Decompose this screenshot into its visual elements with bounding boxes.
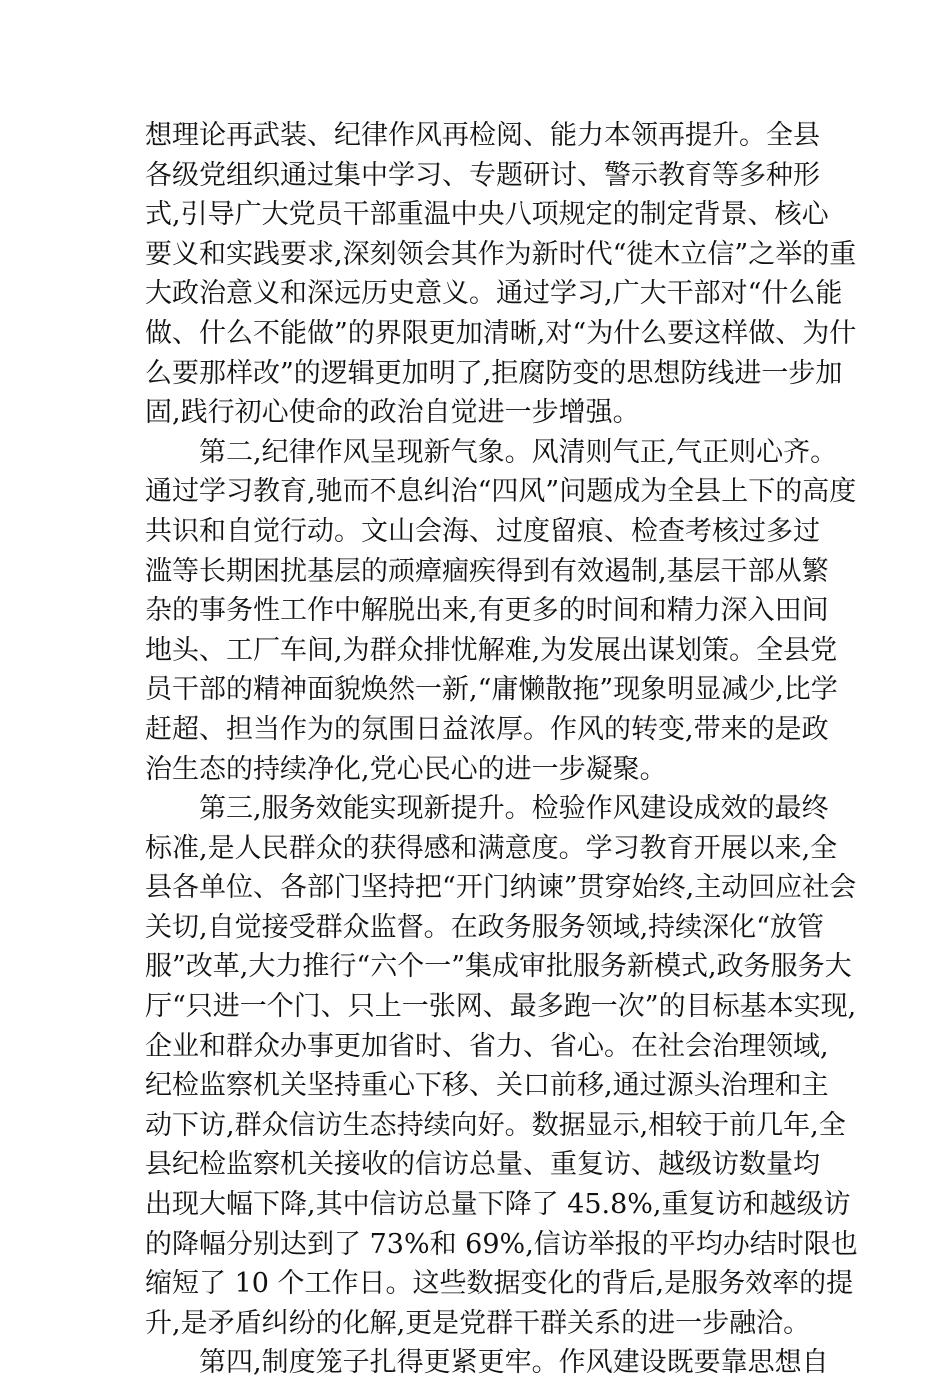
text-line: 地头、工厂车间,为群众排忧解难,为发展出谋划策。全县党 — [145, 634, 838, 666]
text-line: 杂的事务性工作中解脱出来,有更多的时间和精力深入田间 — [145, 595, 829, 627]
text-line: 县纪检监察机关接收的信访总量、重复访、越级访数量均 — [145, 1149, 820, 1181]
text-line: 出现大幅下降,其中信访总量下降了 45.8%,重复访和越级访 — [145, 1189, 851, 1221]
text-line: 式,引导广大党员干部重温中央八项规定的制定背景、核心 — [145, 199, 829, 231]
text-line: 的降幅分别达到了 73%和 69%,信访举报的平均办结时限也 — [145, 1228, 858, 1260]
text-line: 大政治意义和深远历史意义。通过学习,广大干部对“什么能 — [145, 278, 843, 310]
text-line: 做、什么不能做”的界限更加清晰,对“为什么要这样做、为什 — [145, 317, 857, 349]
text-line: 服”改革,大力推行“六个一”集成审批服务新模式,政务服务大 — [145, 951, 852, 983]
paragraph — [145, 116, 857, 433]
text-line: 第四,制度笼子扎得更紧更牢。作风建设既要靠思想自 — [199, 1347, 829, 1379]
paragraph — [145, 789, 858, 1343]
text-line: 厅“只进一个门、只上一张网、最多跑一次”的目标基本实现, — [145, 991, 857, 1023]
text-line: 标准,是人民群众的获得感和满意度。学习教育开展以来,全 — [145, 832, 838, 864]
text-line: 各级党组织通过集中学习、专题研讨、警示教育等多种形 — [145, 159, 820, 191]
text-line: 想理论再武装、纪律作风再检阅、能力本领再提升。全县 — [145, 120, 820, 151]
text-line: 赶超、担当作为的氛围日益浓厚。作风的转变,带来的是政 — [145, 713, 829, 745]
text-line: 升,是矛盾纠纷的化解,更是党群干群关系的进一步融洽。 — [145, 1307, 811, 1339]
text-line: 缩短了 10 个工作日。这些数据变化的背后,是服务效率的提 — [145, 1268, 854, 1300]
text-line: 员干部的精神面貌焕然一新,“庸懒散拖”现象明显减少,比学 — [145, 674, 838, 706]
text-line: 共识和自觉行动。文山会海、过度留痕、检查考核过多过 — [145, 515, 820, 547]
text-line: 县各单位、各部门坚持把“开门纳谏”贯穿始终,主动回应社会 — [145, 872, 857, 904]
text-line: 治生态的持续净化,党心民心的进一步凝聚。 — [145, 753, 667, 785]
text-line: 要义和实践要求,深刻领会其作为新时代“徙木立信”之举的重 — [145, 238, 857, 270]
text-line: 纪检监察机关坚持重心下移、关口前移,通过源头治理和主 — [145, 1070, 829, 1102]
paragraph — [145, 1343, 829, 1383]
paragraph — [145, 433, 857, 789]
text-line: 固,践行初心使命的政治自觉进一步增强。 — [145, 397, 640, 429]
text-line: 第三,服务效能实现新提升。检验作风建设成效的最终 — [199, 793, 829, 825]
text-line: 第二,纪律作风呈现新气象。风清则气正,气正则心齐。 — [199, 436, 838, 468]
document-body — [145, 116, 858, 1383]
text-line: 通过学习教育,驰而不息纠治“四风”问题成为全县上下的高度 — [145, 476, 857, 508]
text-line: 企业和群众办事更加省时、省力、省心。在社会治理领域, — [145, 1030, 829, 1062]
text-line: 动下访,群众信访生态持续向好。数据显示,相较于前几年,全 — [145, 1109, 846, 1141]
text-line: 么要那样改”的逻辑更加明了,拒腐防变的思想防线进一步加 — [145, 357, 843, 389]
text-line: 关切,自觉接受群众监督。在政务服务领域,持续深化“放管 — [145, 911, 824, 943]
text-line: 滥等长期困扰基层的顽瘴痼疾得到有效遏制,基层干部从繁 — [145, 555, 829, 587]
